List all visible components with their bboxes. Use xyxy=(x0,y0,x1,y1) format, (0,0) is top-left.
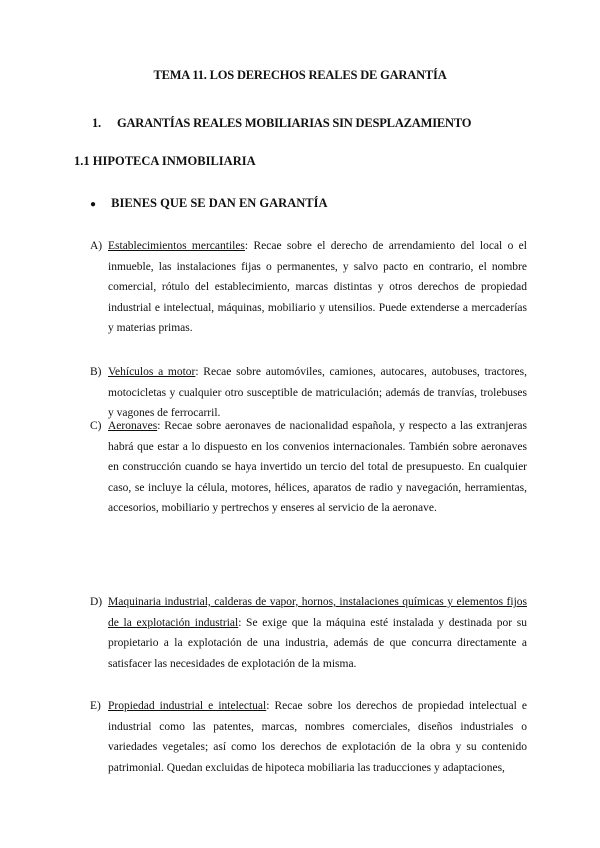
list-item-e xyxy=(90,696,527,778)
item-text: : Recae sobre los derechos de propiedad intelectual e industrial como las patentes, marcas, nombres comerciales, diseños industriales o variedades vegetales; así como los derechos de explotación de la obra y su contenido patrimonial. Quedan excluidas de hipoteca mobiliaria las traducciones y adaptaciones, xyxy=(108,700,527,774)
item-text: : Recae sobre automóviles, camiones, autocares, autobuses, tractores, motocicletas y cualquier otro susceptible de matriculación; además de tranvías, trolebuses y vagones de ferrocarril. xyxy=(108,366,527,420)
item-letter: E) xyxy=(90,700,101,712)
section-heading xyxy=(92,116,471,131)
list-item-d xyxy=(90,592,527,674)
list-item-c xyxy=(90,416,527,519)
bullet-icon: ● xyxy=(90,199,97,210)
section-label: GARANTÍAS REALES MOBILIARIAS SIN DESPLAZAMIENTO xyxy=(116,116,472,130)
bullet-heading xyxy=(90,196,328,211)
item-letter: A) xyxy=(90,240,103,252)
item-term: Aeronaves xyxy=(108,420,158,432)
item-letter: B) xyxy=(90,366,102,378)
item-text: : Recae sobre aeronaves de nacionalidad española, y respecto a las extranjeras habrá que estar a lo dispuesto en los convenios internacionales. También sobre aeronaves en construcción cuando se haya invertido un tercio del total de presupuesto. En cualquier caso, se incluye la célula, motores, hélices, aparatos de radio y navegación, herramientas, accesorios, mobiliario y pertrechos y enseres al servicio de la aeronave. xyxy=(108,420,527,515)
page-title: TEMA 11. LOS DERECHOS REALES DE GARANTÍA xyxy=(153,68,447,82)
item-letter: D) xyxy=(90,596,103,608)
list-item-b xyxy=(90,362,527,424)
bullet-heading-label: BIENES QUE SE DAN EN GARANTÍA xyxy=(111,196,328,210)
item-term: Maquinaria industrial, calderas de vapor, hornos, instalaciones químicas y elementos fijos de la explotación industrial xyxy=(108,596,527,629)
list-item-a xyxy=(90,236,527,339)
item-text: : Se exige que la máquina esté instalada y destinada por su propietario a la explotación de una industria, además de que concurra directamente a satisfacer las necesidades de explotación de la misma. xyxy=(108,616,527,670)
item-term: Establecimientos mercantiles xyxy=(108,240,245,252)
item-letter: C) xyxy=(90,420,102,432)
section-number: 1. xyxy=(92,116,101,130)
item-term: Vehículos a motor xyxy=(108,366,196,378)
item-term: Propiedad industrial e intelectual xyxy=(108,700,267,712)
item-text: : Recae sobre el derecho de arrendamiento del local o el inmueble, las instalaciones fijas o permanentes, y salvo pacto en contrario, el nombre comercial, rótulo del establecimiento, marcas distintas y otros derechos de propiedad industrial e intelectual, máquinas, mobiliario y utensilios. Puede extenderse a mercaderías y materias primas. xyxy=(108,240,527,335)
subsection-heading: 1.1 HIPOTECA INMOBILIARIA xyxy=(74,154,256,168)
